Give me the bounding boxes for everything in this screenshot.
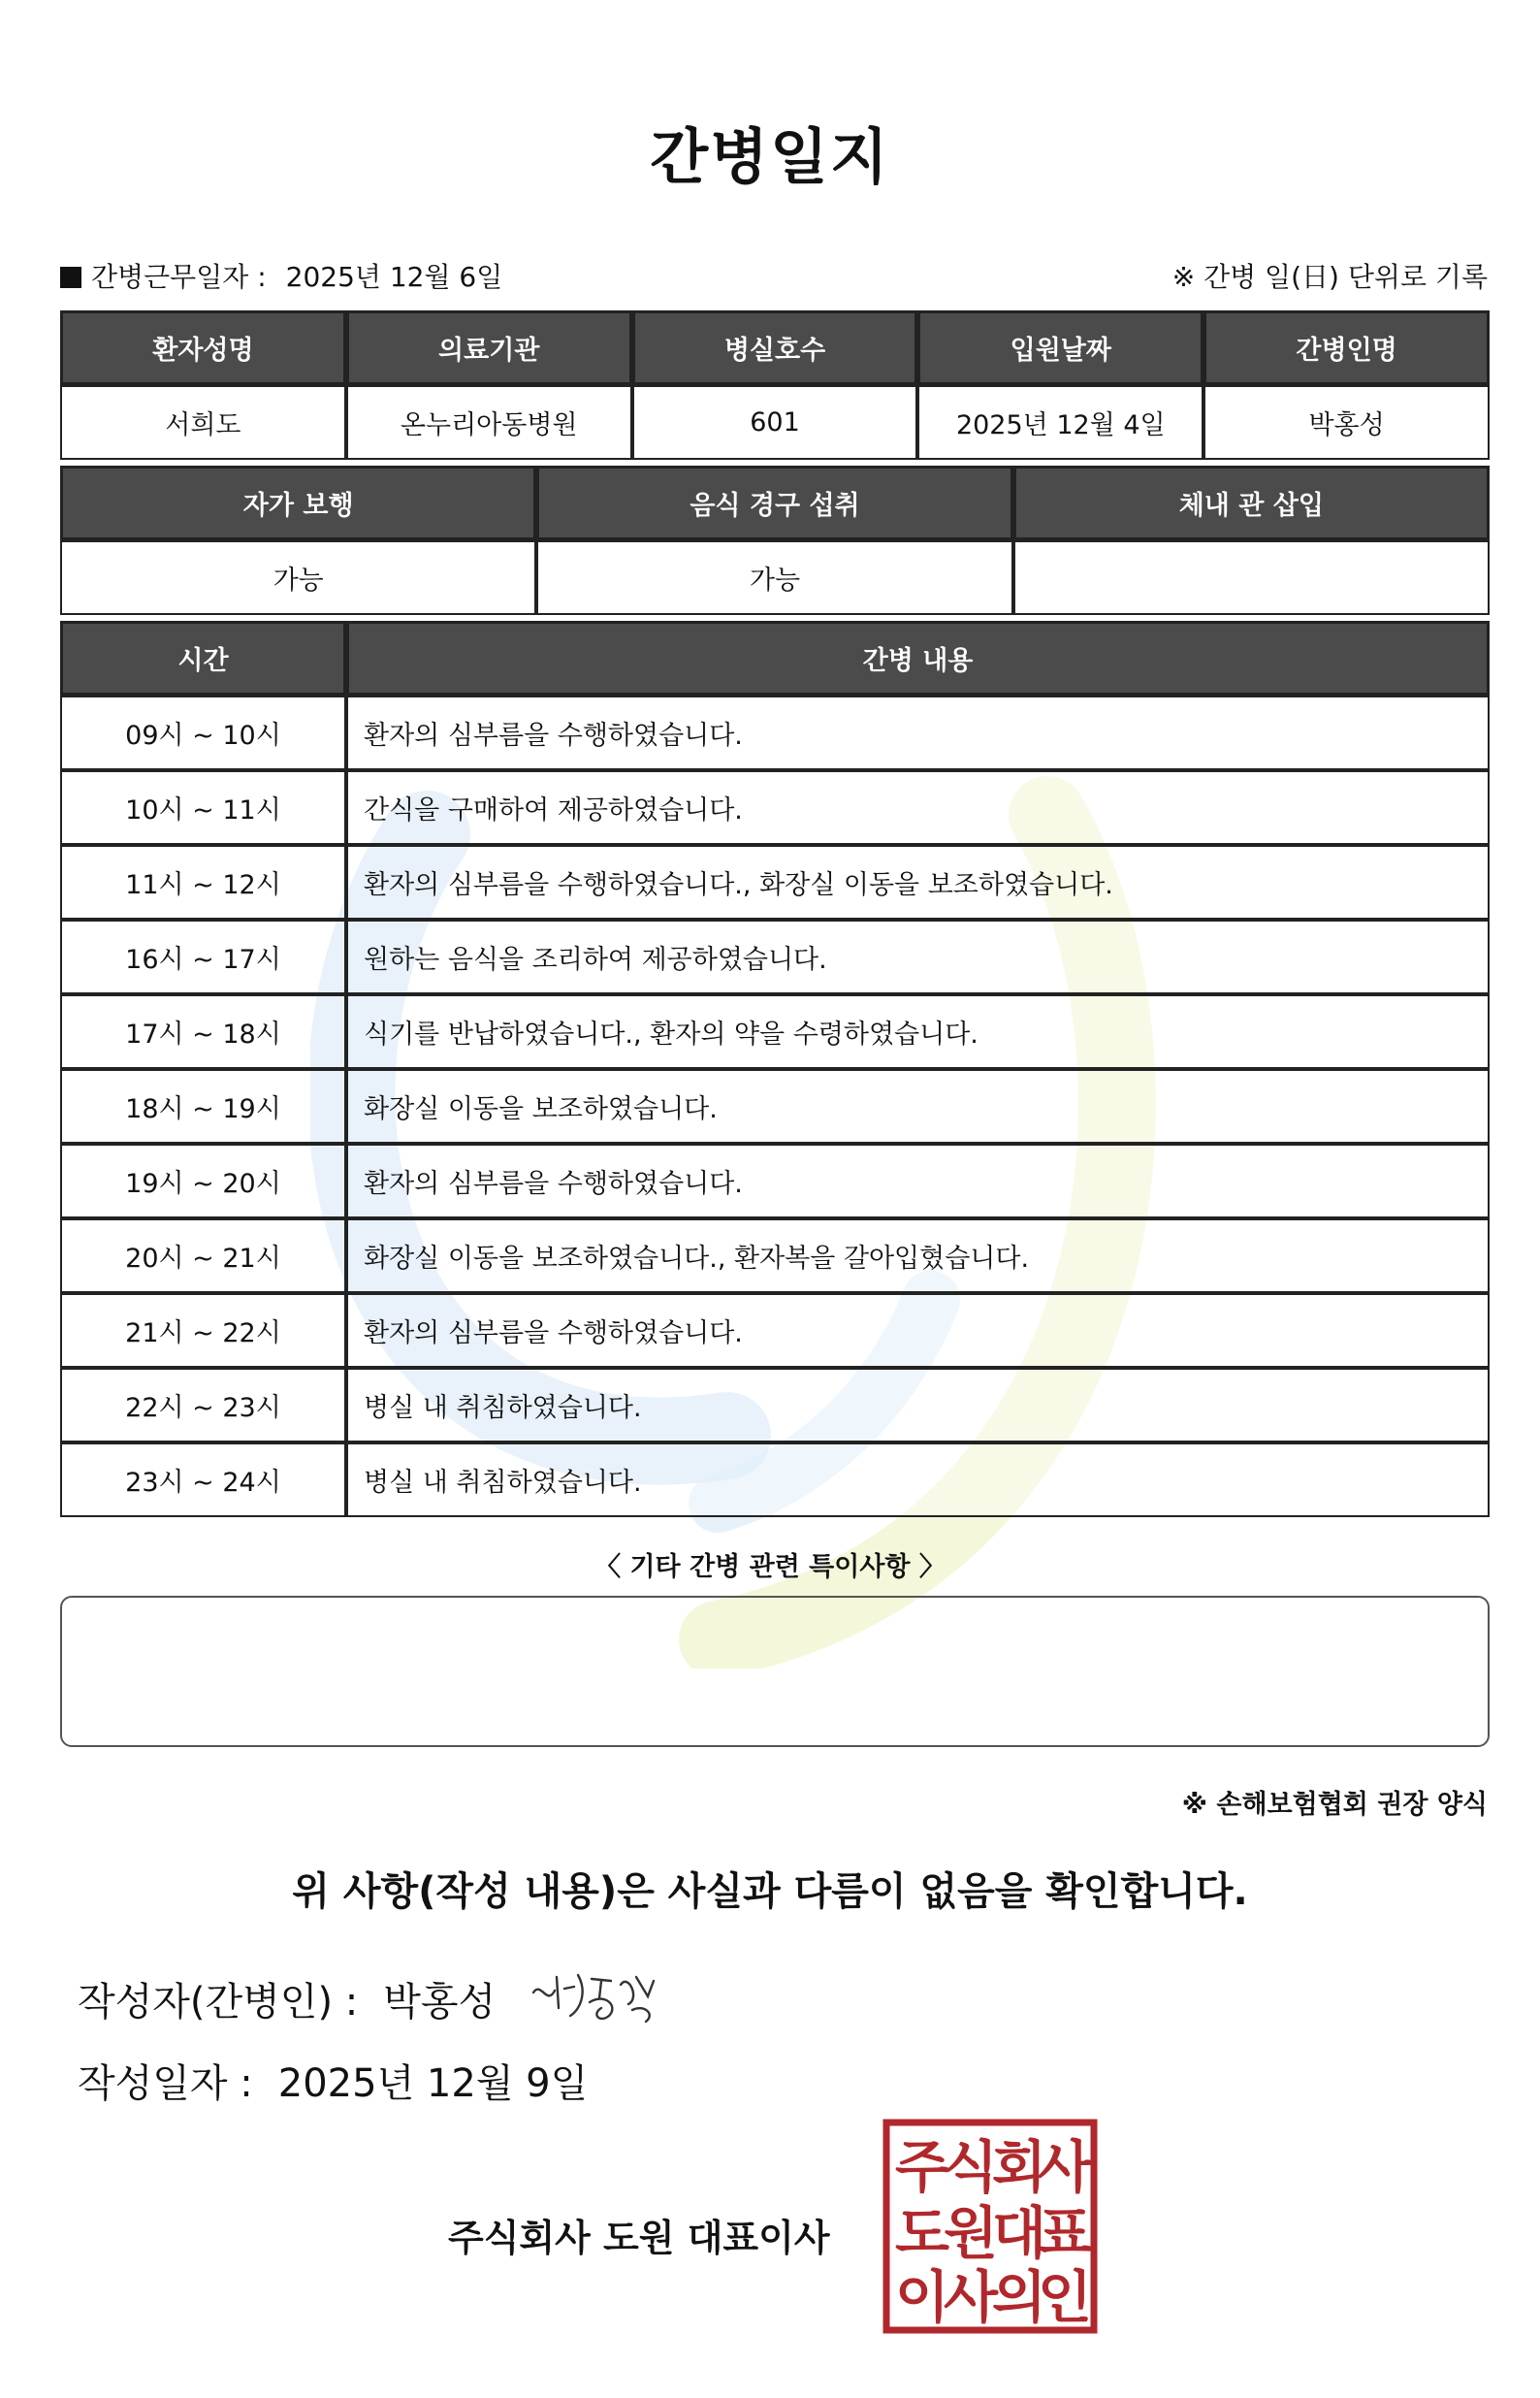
header-hospital: 의료기관 xyxy=(346,310,632,385)
admission-date: 2025년 12월 4일 xyxy=(917,385,1203,460)
row-time: 16시 ~ 17시 xyxy=(60,920,346,994)
patient-ability-table xyxy=(60,466,1490,615)
svg-text:인: 인 xyxy=(1037,2264,1093,2330)
row-content: 병실 내 취침하였습니다. xyxy=(346,1368,1490,1442)
row-content: 화장실 이동을 보조하였습니다., 환자복을 갈아입혔습니다. xyxy=(346,1218,1490,1293)
row-content: 간식을 구매하여 제공하였습니다. xyxy=(346,770,1490,845)
row-time: 09시 ~ 10시 xyxy=(60,696,346,770)
row-time: 11시 ~ 12시 xyxy=(60,845,346,920)
row-content: 환자의 심부름을 수행하였습니다., 화장실 이동을 보조하였습니다. xyxy=(346,845,1490,920)
header-room-number: 병실호수 xyxy=(632,310,918,385)
row-time: 10시 ~ 11시 xyxy=(60,770,346,845)
header-tube-insertion: 체내 관 삽입 xyxy=(1013,466,1490,540)
header-self-walking: 자가 보행 xyxy=(60,466,536,540)
svg-text:사: 사 xyxy=(1037,2134,1093,2200)
document-title: 간병일지 xyxy=(650,121,890,192)
row-content: 원하는 음식을 조리하여 제공하였습니다. xyxy=(346,920,1490,994)
writer-name: 박홍성 xyxy=(383,1980,497,2025)
work-date-value: 2025년 12월 6일 xyxy=(285,261,503,293)
svg-text:대: 대 xyxy=(991,2200,1047,2266)
writer-line xyxy=(78,1971,496,2026)
company-seal-stamp xyxy=(881,2117,1100,2336)
svg-text:원: 원 xyxy=(943,2200,999,2266)
write-date-line xyxy=(78,2053,588,2108)
oral-intake-value: 가능 xyxy=(536,540,1012,615)
row-content: 환자의 심부름을 수행하였습니다. xyxy=(346,696,1490,770)
self-walking-value: 가능 xyxy=(60,540,536,615)
header-patient-name: 환자성명 xyxy=(60,310,346,385)
work-date xyxy=(60,256,502,295)
caregiver-name: 박홍성 xyxy=(1203,385,1490,460)
row-time: 19시 ~ 20시 xyxy=(60,1144,346,1218)
hospital: 온누리아동병원 xyxy=(346,385,632,460)
row-content: 식기를 반납하였습니다., 환자의 약을 수령하였습니다. xyxy=(346,994,1490,1069)
svg-text:식: 식 xyxy=(943,2134,999,2200)
row-time: 20시 ~ 21시 xyxy=(60,1218,346,1293)
row-content: 환자의 심부름을 수행하였습니다. xyxy=(346,1144,1490,1218)
svg-text:의: 의 xyxy=(991,2264,1047,2330)
row-content: 화장실 이동을 보조하였습니다. xyxy=(346,1069,1490,1144)
confirmation-statement: 위 사항(작성 내용)은 사실과 다름이 없음을 확인합니다. xyxy=(292,1869,1248,1914)
writer-label: 작성자(간병인) : xyxy=(78,1980,359,2025)
handwritten-signature xyxy=(528,1963,663,2033)
svg-text:주: 주 xyxy=(894,2134,950,2200)
square-bullet-icon xyxy=(60,267,81,288)
row-time: 23시 ~ 24시 xyxy=(60,1442,346,1517)
svg-text:사: 사 xyxy=(943,2264,999,2330)
row-time: 17시 ~ 18시 xyxy=(60,994,346,1069)
svg-text:회: 회 xyxy=(991,2134,1047,2200)
row-content: 병실 내 취침하였습니다. xyxy=(346,1442,1490,1517)
patient-name: 서희도 xyxy=(60,385,346,460)
care-log-table xyxy=(60,621,1490,1517)
write-date-value: 2025년 12월 9일 xyxy=(277,2061,589,2106)
room-number: 601 xyxy=(632,385,918,460)
svg-text:이: 이 xyxy=(894,2264,950,2330)
write-date-label: 작성일자 : xyxy=(78,2061,253,2106)
special-notes-title: 〈 기타 간병 관련 특이사항 〉 xyxy=(594,1552,946,1582)
svg-text:표: 표 xyxy=(1037,2200,1093,2266)
row-time: 22시 ~ 23시 xyxy=(60,1368,346,1442)
row-content: 환자의 심부름을 수행하였습니다. xyxy=(346,1293,1490,1368)
row-time: 21시 ~ 22시 xyxy=(60,1293,346,1368)
header-oral-intake: 음식 경구 섭취 xyxy=(536,466,1012,540)
header-caregiver-name: 간병인명 xyxy=(1203,310,1490,385)
special-notes-box xyxy=(60,1596,1490,1747)
standard-form-note: ※ 손해보험협회 권장 양식 xyxy=(1181,1790,1488,1820)
header-admission-date: 입원날짜 xyxy=(917,310,1203,385)
record-unit-note: ※ 간병 일(日) 단위로 기록 xyxy=(1171,261,1488,293)
header-time: 시간 xyxy=(60,621,346,696)
company-representative: 주식회사 도원 대표이사 xyxy=(448,2217,830,2259)
tube-insertion-value xyxy=(1013,540,1490,615)
svg-text:도: 도 xyxy=(894,2200,950,2266)
work-date-label: 간병근무일자 : xyxy=(91,261,267,293)
row-time: 18시 ~ 19시 xyxy=(60,1069,346,1144)
header-care-content: 간병 내용 xyxy=(346,621,1490,696)
patient-info-table xyxy=(60,310,1490,460)
